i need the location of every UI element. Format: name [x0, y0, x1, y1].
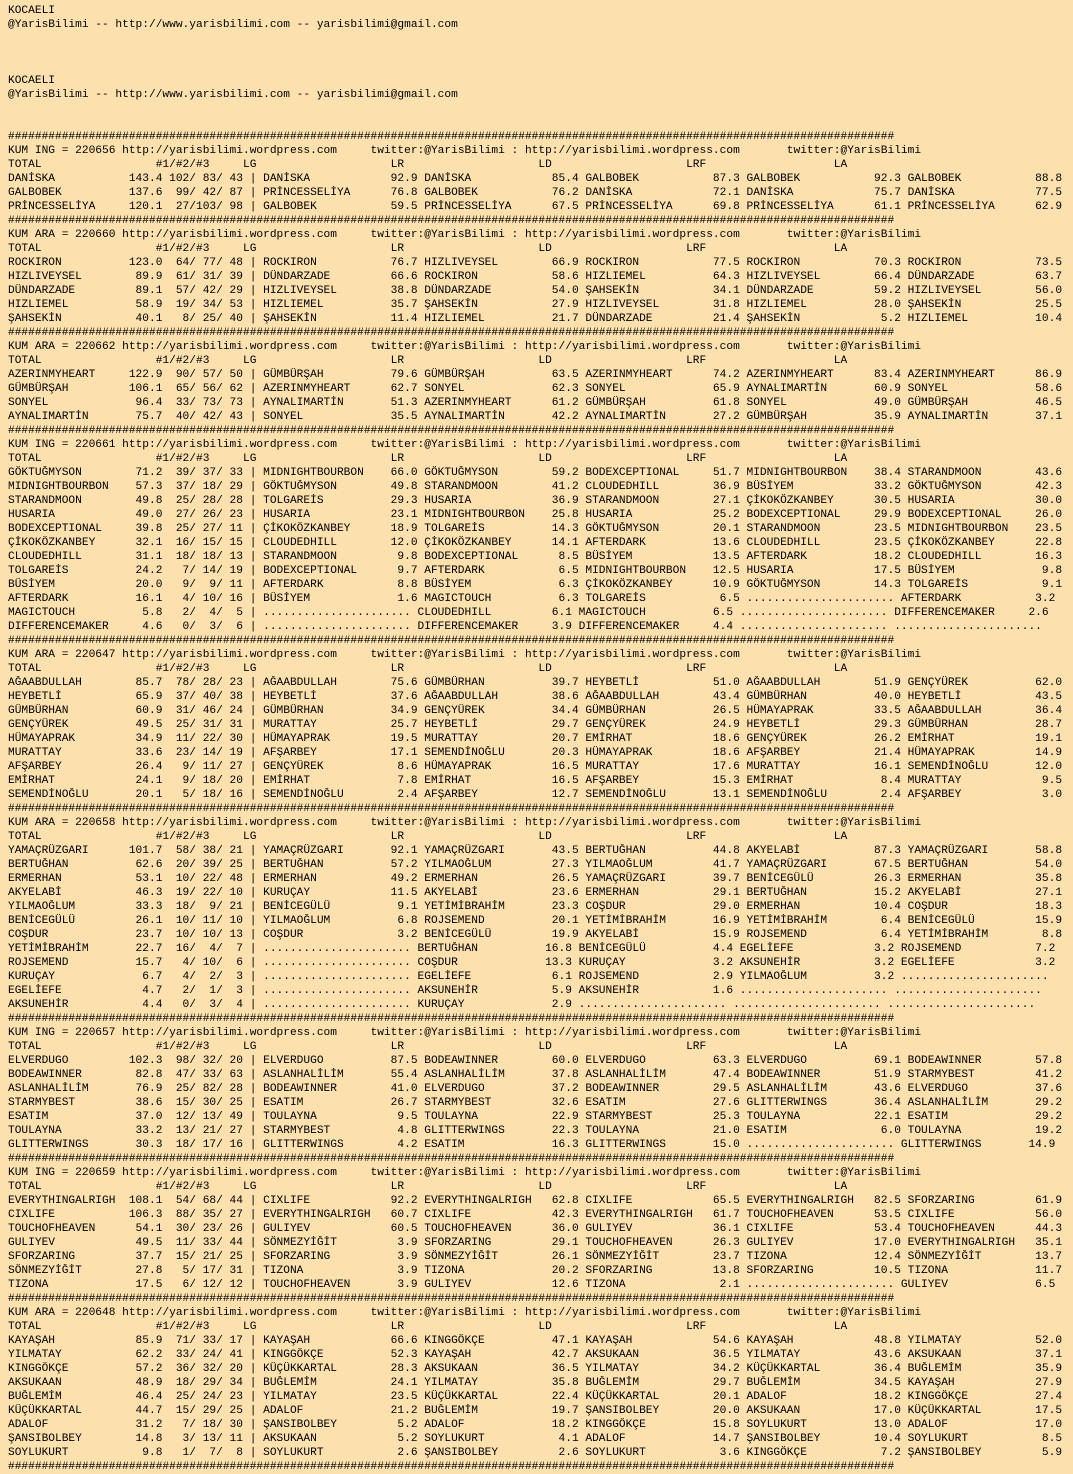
result-row: ROJSEMEND 15.7 4/ 10/ 6 | ...................... COŞDUR 13.3 KURUÇAY 3.2 AKSUNEHİR 3.2 EGELİEFE 3.2: [8, 957, 1056, 969]
race-header-links: http://yarisbilimi.wordpress.com twitter:@YarisBilimi : http://yarisbilimi.wordpress.com twitter:@YarisBilimi: [115, 341, 922, 353]
result-row: EMİRHAT 24.1 9/ 18/ 20 | EMİRHAT 7.8 EMİRHAT 16.5 AFŞARBEY 15.3 EMİRHAT 8.4 MURATTAY 9.5: [8, 775, 1063, 787]
race-header: [8, 816, 1073, 830]
header-line: KOCAELI: [8, 5, 55, 17]
separator-line: ####################################################################################################################################: [8, 1153, 895, 1165]
header-line: KOCAELI: [8, 75, 55, 87]
result-row: DIFFERENCEMAKER 4.6 0/ 3/ 6 | ...................... DIFFERENCEMAKER 3.9 DIFFERENCEMAKER 4.4 ...................... ......................: [8, 621, 1042, 633]
result-row: GALBOBEK 137.6 99/ 42/ 87 | PRİNCESSELİYA 76.8 GALBOBEK 76.2 DANİSKA 72.1 DANİSKA 75.7 DANİSKA 77.5: [8, 187, 1063, 199]
header-line: @YarisBilimi -- http://www.yarisbilimi.com -- yarisbilimi@gmail.com: [8, 89, 458, 101]
result-row: MURATTAY 33.6 23/ 14/ 19 | AFŞARBEY 17.1 SEMENDİNOĞLU 20.3 HÜMAYAPRAK 18.6 AFŞARBEY 21.4 HÜMAYAPRAK 14.9: [8, 747, 1063, 759]
separator-line: ####################################################################################################################################: [8, 327, 895, 339]
race-header: [8, 1166, 1073, 1180]
separator-line: ####################################################################################################################################: [8, 1293, 895, 1305]
result-row: SEMENDİNOĞLU 20.1 5/ 18/ 16 | SEMENDİNOĞLU 2.4 AFŞARBEY 12.7 SEMENDİNOĞLU 13.1 SEMENDİNOĞLU 2.4 AFŞARBEY 3.0: [8, 789, 1063, 801]
result-row: HIZLIVEYSEL 89.9 61/ 31/ 39 | DÜNDARZADE 66.6 ROCKIRON 58.6 HIZLIEMEL 64.3 HIZLIVEYSEL 66.4 DÜNDARZADE 63.7: [8, 271, 1063, 283]
result-row: EVERYTHINGALRIGH 108.1 54/ 68/ 44 | CIXLIFE 92.2 EVERYTHINGALRIGH 62.8 CIXLIFE 65.5 EVERYTHINGALRIGH 82.5 SFORZARING 61.9: [8, 1195, 1063, 1207]
race-header: [8, 340, 1073, 354]
race-header: [8, 648, 1073, 662]
race-header: [8, 1026, 1073, 1040]
result-row: AKSUKAAN 48.9 18/ 29/ 34 | BUĞLEMİM 24.1 YILMATAY 35.8 BUĞLEMİM 29.7 BUĞLEMİM 34.5 KAYAŞAH 27.9: [8, 1377, 1063, 1389]
result-row: AYNALIMARTİN 75.7 40/ 42/ 43 | SONYEL 35.5 AYNALIMARTİN 42.2 AYNALIMARTİN 27.2 GÜMBÜRŞAH 35.9 AYNALIMARTİN 37.1: [8, 411, 1063, 423]
result-row: GÖKTUĞMYSON 71.2 39/ 37/ 33 | MIDNIGHTBOURBON 66.0 GÖKTUĞMYSON 59.2 BODEXCEPTIONAL 51.7 MIDNIGHTBOURBON 38.4 STARANDMOON 43.6: [8, 467, 1063, 479]
result-row: DANİSKA 143.4 102/ 83/ 43 | DANİSKA 92.9 DANİSKA 85.4 GALBOBEK 87.3 GALBOBEK 92.3 GALBOBEK 88.8: [8, 173, 1063, 185]
race-header-links: http://yarisbilimi.wordpress.com twitter:@YarisBilimi : http://yarisbilimi.wordpress.com twitter:@YarisBilimi: [115, 229, 922, 241]
result-row: BÜSİYEM 20.0 9/ 9/ 11 | AFTERDARK 8.8 BÜSİYEM 6.3 ÇİKOKÖZKANBEY 10.9 GÖKTUĞMYSON 14.3 TOLGAREİS 9.1: [8, 579, 1063, 591]
result-row: TIZONA 17.5 6/ 12/ 12 | TOUCHOFHEAVEN 3.9 GULIYEV 12.6 TIZONA 2.1 ...................... GULIYEV 6.5: [8, 1279, 1056, 1291]
separator-line: ####################################################################################################################################: [8, 215, 895, 227]
column-header: TOTAL #1/#2/#3 LG LR LD LRF LA: [8, 1041, 848, 1053]
separator-line: ####################################################################################################################################: [8, 131, 895, 143]
result-row: COŞDUR 23.7 10/ 10/ 13 | COŞDUR 3.2 BENİCEGÜLÜ 19.9 AKYELABİ 15.9 ROJSEMEND 6.4 YETİMİBRAHİM 8.8: [8, 929, 1063, 941]
result-row: MIDNIGHTBOURBON 57.3 37/ 18/ 29 | GÖKTUĞMYSON 49.8 STARANDMOON 41.2 CLOUDEDHILL 36.9 BÜSİYEM 33.2 GÖKTUĞMYSON 42.3: [8, 481, 1063, 493]
result-row: HIZLIEMEL 58.9 19/ 34/ 53 | HIZLIEMEL 35.7 ŞAHSEKİN 27.9 HIZLIVEYSEL 31.8 HIZLIEMEL 28.0 ŞAHSEKİN 25.5: [8, 299, 1063, 311]
result-row: STARMYBEST 38.6 15/ 30/ 25 | ESATIM 26.7 STARMYBEST 32.6 ESATIM 27.6 GLITTERWINGS 36.4 ASLANHALİLİM 29.2: [8, 1097, 1063, 1109]
result-row: BENİCEGÜLÜ 26.1 10/ 11/ 10 | YILMAOĞLUM 6.8 ROJSEMEND 20.1 YETİMİBRAHİM 16.9 YETİMİBRAHİM 6.4 BENİCEGÜLÜ 15.9: [8, 915, 1063, 927]
result-row: STARANDMOON 49.8 25/ 28/ 28 | TOLGAREİS 29.3 HUSARIA 36.9 STARANDMOON 27.1 ÇİKOKÖZKANBEY 30.5 HUSARIA 30.0: [8, 495, 1063, 507]
result-row: BODEAWINNER 82.8 47/ 33/ 63 | ASLANHALİLİM 55.4 ASLANHALİLİM 37.8 ASLANHALİLİM 47.4 BODEAWINNER 51.9 STARMYBEST 41.2: [8, 1069, 1063, 1081]
result-row: TOUCHOFHEAVEN 54.1 30/ 23/ 26 | GULIYEV 60.5 TOUCHOFHEAVEN 36.0 GULIYEV 36.1 CIXLIFE 53.4 TOUCHOFHEAVEN 44.3: [8, 1223, 1063, 1235]
race-header-links: http://yarisbilimi.wordpress.com twitter:@YarisBilimi : http://yarisbilimi.wordpress.com twitter:@YarisBilimi: [115, 817, 922, 829]
column-header: TOTAL #1/#2/#3 LG LR LD LRF LA: [8, 1181, 848, 1193]
race-header-links: http://yarisbilimi.wordpress.com twitter:@YarisBilimi : http://yarisbilimi.wordpress.com twitter:@YarisBilimi: [115, 1307, 922, 1319]
race-header: [8, 1306, 1073, 1320]
result-row: DÜNDARZADE 89.1 57/ 42/ 29 | HIZLIVEYSEL 38.8 DÜNDARZADE 54.0 ŞAHSEKİN 34.1 DÜNDARZADE 59.2 HIZLIVEYSEL 56.0: [8, 285, 1063, 297]
blank-line: [8, 102, 1073, 116]
result-row: CLOUDEDHILL 31.1 18/ 18/ 13 | STARANDMOON 9.8 BODEXCEPTIONAL 8.5 BÜSİYEM 13.5 AFTERDARK 18.2 CLOUDEDHILL 16.3: [8, 551, 1063, 563]
blank-line: [8, 46, 1073, 60]
result-row: ADALOF 31.2 7/ 18/ 30 | ŞANSIBOLBEY 5.2 ADALOF 18.2 KINGGÖKÇE 15.8 SOYLUKURT 13.0 ADALOF 17.0: [8, 1419, 1063, 1431]
result-row: TOULAYNA 33.2 13/ 21/ 27 | STARMYBEST 4.8 GLITTERWINGS 22.3 TOULAYNA 21.0 ESATIM 6.0 TOULAYNA 19.2: [8, 1125, 1063, 1137]
result-row: ŞAHSEKİN 40.1 8/ 25/ 40 | ŞAHSEKİN 11.4 HIZLIEMEL 21.7 DÜNDARZADE 21.4 ŞAHSEKİN 5.2 HIZLIEMEL 10.4: [8, 313, 1063, 325]
race-id: KUM ING = 220661: [8, 439, 116, 451]
result-row: ASLANHALİLİM 76.9 25/ 82/ 28 | BODEAWINNER 41.0 ELVERDUGO 37.2 BODEAWINNER 29.5 ASLANHALİLİM 43.6 ELVERDUGO 37.6: [8, 1083, 1063, 1095]
result-row: YILMATAY 62.2 33/ 24/ 41 | KINGGÖKÇE 52.3 KAYAŞAH 42.7 AKSUKAAN 36.5 YILMATAY 43.6 AKSUKAAN 37.1: [8, 1349, 1063, 1361]
result-row: SÖNMEZYİĞİT 27.8 5/ 17/ 31 | TIZONA 3.9 TIZONA 20.2 SFORZARING 13.8 SFORZARING 10.5 TIZONA 11.7: [8, 1265, 1063, 1277]
result-row: AKYELABİ 46.3 19/ 22/ 10 | KURUÇAY 11.5 AKYELABİ 23.6 ERMERHAN 29.1 BERTUĞHAN 15.2 AKYELABİ 27.1: [8, 887, 1063, 899]
race-id: KUM ING = 220656: [8, 145, 116, 157]
result-row: HEYBETLİ 65.9 37/ 40/ 38 | HEYBETLİ 37.6 AĞAABDULLAH 38.6 AĞAABDULLAH 43.4 GÜMBÜRHAN 40.0 HEYBETLİ 43.5: [8, 691, 1063, 703]
result-row: GLITTERWINGS 30.3 18/ 17/ 16 | GLITTERWINGS 4.2 ESATIM 16.3 GLITTERWINGS 15.0 ...................... GLITTERWINGS 14.9: [8, 1139, 1056, 1151]
race-id: KUM ARA = 220660: [8, 229, 116, 241]
column-header: TOTAL #1/#2/#3 LG LR LD LRF LA: [8, 831, 848, 843]
result-row: AĞAABDULLAH 85.7 78/ 28/ 23 | AĞAABDULLAH 75.6 GÜMBÜRHAN 39.7 HEYBETLİ 51.0 AĞAABDULLAH 51.9 GENÇYÜREK 62.0: [8, 677, 1063, 689]
race-id: KUM ING = 220659: [8, 1167, 116, 1179]
separator-line: ####################################################################################################################################: [8, 803, 895, 815]
result-row: GULIYEV 49.5 11/ 33/ 44 | SÖNMEZYİĞİT 3.9 SFORZARING 29.1 TOUCHOFHEAVEN 26.3 GULIYEV 17.0 EVERYTHINGALRIGH 35.1: [8, 1237, 1063, 1249]
blank-line: [8, 32, 1073, 46]
race-header-links: http://yarisbilimi.wordpress.com twitter:@YarisBilimi : http://yarisbilimi.wordpress.com twitter:@YarisBilimi: [115, 1027, 922, 1039]
result-row: YILMAOĞLUM 33.3 18/ 9/ 21 | BENİCEGÜLÜ 9.1 YETİMİBRAHİM 23.3 COŞDUR 29.0 ERMERHAN 10.4 COŞDUR 18.3: [8, 901, 1063, 913]
result-row: ŞANSIBOLBEY 14.8 3/ 13/ 11 | AKSUKAAN 5.2 SOYLUKURT 4.1 ADALOF 14.7 ŞANSIBOLBEY 10.4 SOYLUKURT 8.5: [8, 1433, 1063, 1445]
separator-line: ####################################################################################################################################: [8, 425, 895, 437]
column-header: TOTAL #1/#2/#3 LG LR LD LRF LA: [8, 243, 848, 255]
result-row: CIXLIFE 106.3 88/ 35/ 27 | EVERYTHINGALRIGH 60.7 CIXLIFE 42.3 EVERYTHINGALRIGH 61.7 TOUCHOFHEAVEN 53.5 CIXLIFE 56.0: [8, 1209, 1063, 1221]
result-row: KÜÇÜKKARTAL 44.7 15/ 29/ 25 | ADALOF 21.2 BUĞLEMİM 19.7 ŞANSIBOLBEY 20.0 AKSUKAAN 17.0 KÜÇÜKKARTAL 17.5: [8, 1405, 1063, 1417]
result-row: HUSARIA 49.0 27/ 26/ 23 | HUSARIA 23.1 MIDNIGHTBOURBON 25.8 HUSARIA 25.2 BODEXCEPTIONAL 29.9 BODEXCEPTIONAL 26.0: [8, 509, 1063, 521]
result-row: KAYAŞAH 85.9 71/ 33/ 17 | KAYAŞAH 66.6 KINGGÖKÇE 47.1 KAYAŞAH 54.6 KAYAŞAH 48.8 YILMATAY 52.0: [8, 1335, 1063, 1347]
separator-line: ####################################################################################################################################: [8, 1013, 895, 1025]
column-header: TOTAL #1/#2/#3 LG LR LD LRF LA: [8, 453, 848, 465]
header-line: @YarisBilimi -- http://www.yarisbilimi.com -- yarisbilimi@gmail.com: [8, 19, 458, 31]
result-row: ESATIM 37.0 12/ 13/ 49 | TOULAYNA 9.5 TOULAYNA 22.9 STARMYBEST 25.3 TOULAYNA 22.1 ESATIM 29.2: [8, 1111, 1063, 1123]
result-row: TOLGAREİS 24.2 7/ 14/ 19 | BODEXCEPTIONAL 9.7 AFTERDARK 6.5 MIDNIGHTBOURBON 12.5 HUSARIA 17.5 BÜSİYEM 9.8: [8, 565, 1063, 577]
result-row: ELVERDUGO 102.3 98/ 32/ 20 | ELVERDUGO 87.5 BODEAWINNER 60.0 ELVERDUGO 63.3 ELVERDUGO 69.1 BODEAWINNER 57.8: [8, 1055, 1063, 1067]
separator-line: ####################################################################################################################################: [8, 635, 895, 647]
result-row: GÜMBÜRŞAH 106.1 65/ 56/ 62 | AZERINMYHEART 62.7 SONYEL 62.3 SONYEL 65.9 AYNALIMARTİN 60.9 SONYEL 58.6: [8, 383, 1063, 395]
result-row: AFŞARBEY 26.4 9/ 11/ 27 | GENÇYÜREK 8.6 HÜMAYAPRAK 16.5 MURATTAY 17.6 MURATTAY 16.1 SEMENDİNOĞLU 12.0: [8, 761, 1063, 773]
column-header: TOTAL #1/#2/#3 LG LR LD LRF LA: [8, 159, 848, 171]
race-id: KUM ARA = 220662: [8, 341, 116, 353]
column-header: TOTAL #1/#2/#3 LG LR LD LRF LA: [8, 663, 848, 675]
result-row: GÜMBÜRHAN 60.9 31/ 46/ 24 | GÜMBÜRHAN 34.9 GENÇYÜREK 34.4 GÜMBÜRHAN 26.5 HÜMAYAPRAK 33.5 AĞAABDULLAH 36.4: [8, 705, 1063, 717]
result-row: ROCKIRON 123.0 64/ 77/ 48 | ROCKIRON 76.7 HIZLIVEYSEL 66.9 ROCKIRON 77.5 ROCKIRON 70.3 ROCKIRON 73.5: [8, 257, 1063, 269]
race-header: [8, 228, 1073, 242]
blank-line: [8, 60, 1073, 74]
race-header-links: http://yarisbilimi.wordpress.com twitter:@YarisBilimi : http://yarisbilimi.wordpress.com twitter:@YarisBilimi: [115, 439, 922, 451]
result-row: YAMAÇRÜZGARI 101.7 58/ 38/ 21 | YAMAÇRÜZGARI 92.1 YAMAÇRÜZGARI 43.5 BERTUĞHAN 44.8 AKYELABİ 87.3 YAMAÇRÜZGARI 58.8: [8, 845, 1063, 857]
result-row: AKSUNEHİR 4.4 0/ 3/ 4 | ...................... KURUÇAY 2.9 ...................... ...................... ......................: [8, 999, 1036, 1011]
result-row: BUĞLEMİM 46.4 25/ 24/ 23 | YILMATAY 23.5 KÜÇÜKKARTAL 22.4 KÜÇÜKKARTAL 20.1 ADALOF 18.2 KINGGÖKÇE 27.4: [8, 1391, 1063, 1403]
race-header: [8, 438, 1073, 452]
result-row: AFTERDARK 16.1 4/ 10/ 16 | BÜSİYEM 1.6 MAGICTOUCH 6.3 TOLGAREİS 6.5 ...................... AFTERDARK 3.2: [8, 593, 1056, 605]
result-row: AZERINMYHEART 122.9 90/ 57/ 50 | GÜMBÜRŞAH 79.6 GÜMBÜRŞAH 63.5 AZERINMYHEART 74.2 AZERINMYHEART 83.4 AZERINMYHEART 86.9: [8, 369, 1063, 381]
result-row: BERTUĞHAN 62.6 20/ 39/ 25 | BERTUĞHAN 57.2 YILMAOĞLUM 27.3 YILMAOĞLUM 41.7 YAMAÇRÜZGARI 67.5 BERTUĞHAN 54.0: [8, 859, 1063, 871]
column-header: TOTAL #1/#2/#3 LG LR LD LRF LA: [8, 355, 848, 367]
column-header: TOTAL #1/#2/#3 LG LR LD LRF LA: [8, 1321, 848, 1333]
result-row: HÜMAYAPRAK 34.9 11/ 22/ 30 | HÜMAYAPRAK 19.5 MURATTAY 20.7 EMİRHAT 18.6 GENÇYÜREK 26.2 EMİRHAT 19.1: [8, 733, 1063, 745]
race-header-links: http://yarisbilimi.wordpress.com twitter:@YarisBilimi : http://yarisbilimi.wordpress.com twitter:@YarisBilimi: [115, 1167, 922, 1179]
result-row: SONYEL 96.4 33/ 73/ 73 | AYNALIMARTİN 51.3 AZERINMYHEART 61.2 GÜMBÜRŞAH 61.8 SONYEL 49.0 GÜMBÜRŞAH 46.5: [8, 397, 1063, 409]
result-row: ERMERHAN 53.1 10/ 22/ 48 | ERMERHAN 49.2 ERMERHAN 26.5 YAMAÇRÜZGARI 39.7 BENİCEGÜLÜ 26.3 ERMERHAN 35.8: [8, 873, 1063, 885]
result-row: KURUÇAY 6.7 4/ 2/ 3 | ...................... EGELİEFE 6.1 ROJSEMEND 2.9 YILMAOĞLUM 3.2 ......................: [8, 971, 1049, 983]
blank-line: [8, 116, 1073, 130]
result-row: BODEXCEPTIONAL 39.8 25/ 27/ 11 | ÇİKOKÖZKANBEY 18.9 TOLGAREİS 14.3 GÖKTUĞMYSON 20.1 STARANDMOON 23.5 MIDNIGHTBOURBON 23.5: [8, 523, 1063, 535]
result-row: PRİNCESSELİYA 120.1 27/103/ 98 | GALBOBEK 59.5 PRİNCESSELİYA 67.5 PRİNCESSELİYA 69.8 PRİNCESSELİYA 61.1 PRİNCESSELİYA 62.9: [8, 201, 1063, 213]
race-id: KUM ING = 220657: [8, 1027, 116, 1039]
result-row: SOYLUKURT 9.8 1/ 7/ 8 | SOYLUKURT 2.6 ŞANSIBOLBEY 2.6 SOYLUKURT 3.6 KINGGÖKÇE 7.2 ŞANSIBOLBEY 5.9: [8, 1447, 1063, 1459]
race-header: [8, 144, 1073, 158]
result-row: SFORZARING 37.7 15/ 21/ 25 | SFORZARING 3.9 SÖNMEZYİĞİT 26.1 SÖNMEZYİĞİT 23.7 TIZONA 12.4 SÖNMEZYİĞİT 13.7: [8, 1251, 1063, 1263]
result-row: KINGGÖKÇE 57.2 36/ 32/ 20 | KÜÇÜKKARTAL 28.3 AKSUKAAN 36.5 YILMATAY 34.2 KÜÇÜKKARTAL 36.4 BUĞLEMİM 35.9: [8, 1363, 1063, 1375]
result-row: MAGICTOUCH 5.8 2/ 4/ 5 | ...................... CLOUDEDHILL 6.1 MAGICTOUCH 6.5 ...................... DIFFERENCEMAKER 2.6: [8, 607, 1049, 619]
race-id: KUM ARA = 220647: [8, 649, 116, 661]
result-row: ÇİKOKÖZKANBEY 32.1 16/ 15/ 15 | CLOUDEDHILL 12.0 ÇİKOKÖZKANBEY 14.1 AFTERDARK 13.6 CLOUDEDHILL 23.5 ÇİKOKÖZKANBEY 22.8: [8, 537, 1063, 549]
race-id: KUM ARA = 220648: [8, 1307, 116, 1319]
race-header-links: http://yarisbilimi.wordpress.com twitter:@YarisBilimi : http://yarisbilimi.wordpress.com twitter:@YarisBilimi: [115, 649, 922, 661]
result-row: GENÇYÜREK 49.5 25/ 31/ 31 | MURATTAY 25.7 HEYBETLİ 29.7 GENÇYÜREK 24.9 HEYBETLİ 29.3 GÜMBÜRHAN 28.7: [8, 719, 1063, 731]
race-header-links: http://yarisbilimi.wordpress.com twitter:@YarisBilimi : http://yarisbilimi.wordpress.com twitter:@YarisBilimi: [115, 145, 922, 157]
result-row: YETİMİBRAHİM 22.7 16/ 4/ 7 | ...................... BERTUĞHAN 16.8 BENİCEGÜLÜ 4.4 EGELİEFE 3.2 ROJSEMEND 7.2: [8, 943, 1056, 955]
separator-line: ####################################################################################################################################: [8, 1461, 895, 1473]
race-id: KUM ARA = 220658: [8, 817, 116, 829]
result-row: EGELİEFE 4.7 2/ 1/ 3 | ...................... AKSUNEHİR 5.9 AKSUNEHİR 1.6 ...................... ......................: [8, 985, 1042, 997]
